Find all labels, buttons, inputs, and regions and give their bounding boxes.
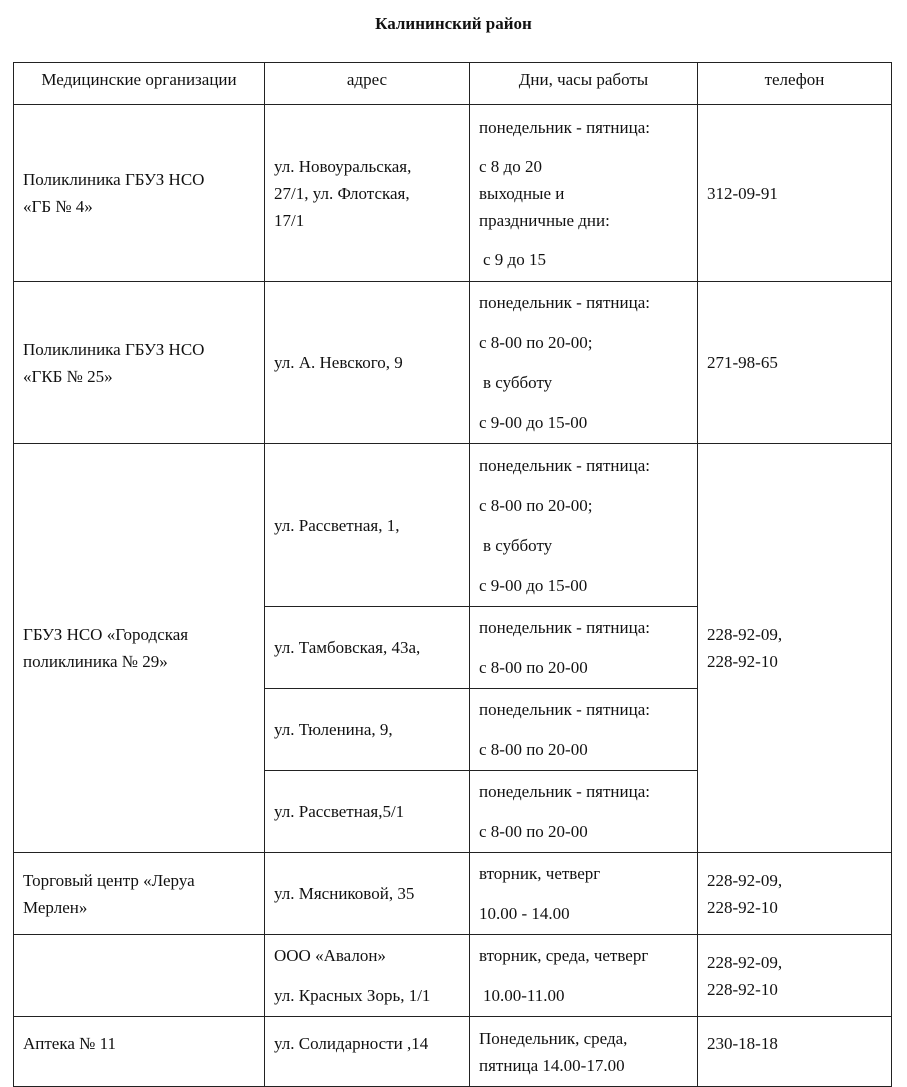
- phone-line: 228-92-09,: [707, 870, 783, 890]
- address-cell: [265, 771, 470, 853]
- phone-line: 230-18-18: [707, 1034, 778, 1053]
- address-cell: [265, 444, 470, 607]
- org-cell: [14, 282, 265, 444]
- table-header-row: [14, 63, 892, 105]
- address-cell: [265, 282, 470, 444]
- hours-line: понедельник - пятница:: [479, 700, 650, 719]
- hours-cell: [470, 607, 698, 689]
- hours-line: с 8-00 по 20-00: [479, 658, 588, 677]
- hours-line: в субботу: [483, 373, 553, 392]
- phone-cell: [698, 444, 892, 853]
- hours-line: в субботу: [483, 535, 553, 555]
- table-row: [14, 105, 892, 282]
- hours-line: с 8-00 по 20-00;: [479, 333, 593, 352]
- org-name-line: «ГБ № 4»: [23, 197, 93, 216]
- phone-line: 312-09-91: [707, 183, 778, 203]
- org-name-line: Поликлиника ГБУЗ НСО: [23, 339, 205, 359]
- org-name-line: ГБУЗ НСО «Городская: [23, 625, 189, 644]
- hours-line: с 8 до 20: [479, 156, 542, 176]
- address-cell: [265, 935, 470, 1017]
- hours-line: 10.00-11.00: [483, 986, 565, 1005]
- hours-line: Понедельник, среда,: [479, 1028, 628, 1048]
- table-row: [14, 444, 892, 607]
- hours-cell: [470, 771, 698, 853]
- table-row: [14, 282, 892, 444]
- hours-line: с 9-00 до 15-00: [479, 575, 588, 595]
- hours-cell: [470, 689, 698, 771]
- hours-line: понедельник - пятница:: [479, 618, 650, 637]
- address-cell: [265, 853, 470, 935]
- hours-line: с 8-00 по 20-00;: [479, 495, 593, 515]
- phone-cell: [698, 853, 892, 935]
- org-name-line: поликлиника № 29»: [23, 652, 168, 671]
- org-name-line: Аптека № 11: [23, 1034, 116, 1053]
- address-line: ул. Рассветная,5/1: [274, 802, 405, 821]
- phone-line: 228-92-10: [707, 652, 778, 671]
- phone-line: 228-92-09,: [707, 625, 783, 644]
- org-cell: [14, 444, 265, 853]
- hours-cell: [470, 1017, 698, 1087]
- org-cell: [14, 1017, 265, 1087]
- address-line: ул. Рассветная, 1,: [274, 515, 400, 535]
- hours-line: пятница 14.00-17.00: [479, 1055, 625, 1075]
- org-name-line: Поликлиника ГБУЗ НСО: [23, 170, 205, 189]
- phone-line: 271-98-65: [707, 353, 778, 372]
- address-line: ул. Солидарности ,14: [274, 1034, 429, 1053]
- org-cell: [14, 935, 265, 1017]
- clinics-table: [13, 62, 892, 1087]
- address-line: ул. Тюленина, 9,: [274, 720, 393, 739]
- address-line: ул. А. Невского, 9: [274, 353, 403, 372]
- phone-cell: [698, 1017, 892, 1087]
- address-cell: [265, 1017, 470, 1087]
- hours-line: с 8-00 по 20-00: [479, 822, 588, 841]
- hours-cell: [470, 444, 698, 607]
- phone-line: 228-92-09,: [707, 952, 783, 972]
- hours-line: понедельник - пятница:: [479, 117, 650, 137]
- header-phone: телефон: [698, 63, 892, 105]
- hours-line: вторник, среда, четверг: [479, 946, 649, 965]
- address-cell: [265, 105, 470, 282]
- address-line: ул. Тамбовская, 43а,: [274, 638, 421, 657]
- org-name-line: Торговый центр «Леруа: [23, 870, 195, 890]
- phone-cell: [698, 282, 892, 444]
- hours-line: понедельник - пятница:: [479, 455, 650, 475]
- phone-cell: [698, 935, 892, 1017]
- header-organizations: Медицинские организации: [14, 63, 265, 105]
- phone-line: 228-92-10: [707, 897, 778, 917]
- address-cell: [265, 689, 470, 771]
- hours-line: 10.00 - 14.00: [479, 904, 570, 923]
- hours-line: понедельник - пятница:: [479, 782, 650, 801]
- table-row: [14, 935, 892, 1017]
- page-title: Калининский район: [375, 14, 532, 33]
- table-row: [14, 853, 892, 935]
- hours-line: понедельник - пятница:: [479, 293, 650, 312]
- org-cell: [14, 853, 265, 935]
- address-line: 27/1, ул. Флотская,: [274, 183, 410, 203]
- hours-line: с 9-00 до 15-00: [479, 413, 588, 432]
- org-cell: [14, 105, 265, 282]
- org-name-line: «ГКБ № 25»: [23, 366, 113, 386]
- hours-line: с 8-00 по 20-00: [479, 740, 588, 759]
- hours-line: праздничные дни:: [479, 210, 610, 230]
- hours-line: с 9 до 15: [483, 249, 546, 269]
- header-hours: Дни, часы работы: [470, 63, 698, 105]
- hours-cell: [470, 935, 698, 1017]
- hours-line: вторник, четверг: [479, 864, 601, 883]
- address-cell: [265, 607, 470, 689]
- phone-cell: [698, 105, 892, 282]
- hours-cell: [470, 853, 698, 935]
- header-address: адрес: [265, 63, 470, 105]
- table-row: [14, 1017, 892, 1087]
- hours-cell: [470, 105, 698, 282]
- address-line: ул. Красных Зорь, 1/1: [274, 986, 431, 1005]
- address-line: ООО «Авалон»: [274, 946, 386, 965]
- address-line: 17/1: [274, 210, 305, 230]
- address-line: ул. Новоуральская,: [274, 156, 412, 176]
- hours-cell: [470, 282, 698, 444]
- phone-line: 228-92-10: [707, 979, 778, 999]
- org-name-line: Мерлен»: [23, 897, 88, 917]
- address-line: ул. Мясниковой, 35: [274, 884, 415, 903]
- hours-line: выходные и: [479, 183, 565, 203]
